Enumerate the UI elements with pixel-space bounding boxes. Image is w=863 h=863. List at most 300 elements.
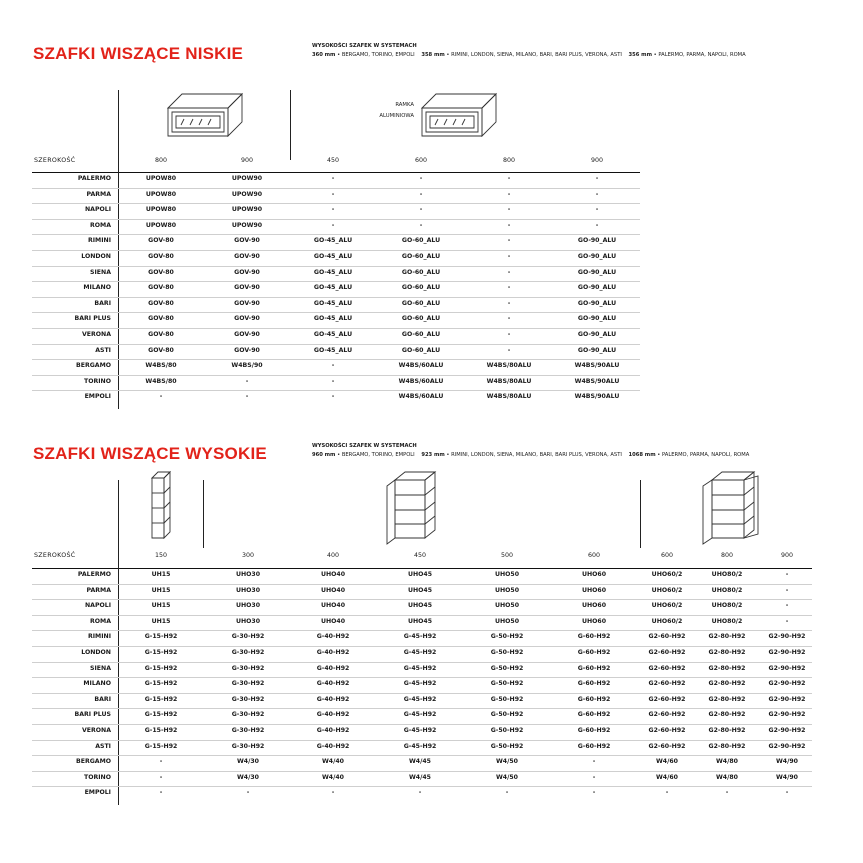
table-row-separator bbox=[32, 344, 640, 345]
table-cell: - bbox=[785, 571, 789, 578]
table-row-separator bbox=[32, 646, 812, 647]
table-cell: - bbox=[665, 789, 669, 797]
table-cell: GO-45_ALU bbox=[313, 315, 353, 323]
table-cell: GO-90_ALU bbox=[577, 346, 617, 354]
table-row-name: EMPOLI bbox=[84, 393, 111, 401]
table-cell: - bbox=[331, 789, 335, 797]
table-cell: GO-60_ALU bbox=[401, 268, 441, 276]
high-header-divider bbox=[118, 480, 119, 548]
tall-single-door-cabinet-icon bbox=[385, 470, 445, 546]
table-cell: G-45-H92 bbox=[403, 711, 437, 719]
table-cell: G-45-H92 bbox=[403, 742, 437, 750]
table-cell: G-30-H92 bbox=[231, 649, 265, 656]
high-width-header: 600 bbox=[660, 552, 674, 559]
table-cell: G-45-H92 bbox=[403, 680, 437, 688]
table-cell: G-30-H92 bbox=[231, 742, 265, 750]
table-cell: GO-60_ALU bbox=[401, 253, 441, 260]
table-cell: UH15 bbox=[151, 617, 171, 625]
table-cell: G-50-H92 bbox=[490, 664, 524, 672]
table-cell: UPOW90 bbox=[231, 206, 263, 214]
table-cell: G2-80-H92 bbox=[708, 664, 746, 672]
table-cell: W4BS/80ALU bbox=[486, 377, 532, 385]
table-cell: UHO60/2 bbox=[651, 571, 683, 578]
wall-cabinet-low-icon bbox=[166, 92, 246, 136]
table-cell: UH15 bbox=[151, 586, 171, 594]
table-cell: UHO40 bbox=[320, 617, 346, 625]
table-cell: G2-60-H92 bbox=[648, 680, 686, 688]
low-name-divider bbox=[118, 147, 119, 409]
high-header-divider bbox=[203, 480, 204, 548]
table-cell: G-60-H92 bbox=[577, 695, 611, 703]
table-cell: W4BS/80 bbox=[145, 377, 177, 385]
table-cell: - bbox=[159, 773, 163, 781]
table-row-name: PARMA bbox=[86, 190, 111, 198]
table-cell: GO-45_ALU bbox=[313, 268, 353, 276]
table-row-separator bbox=[32, 693, 812, 694]
table-cell: G-30-H92 bbox=[231, 664, 265, 672]
table-cell: G-50-H92 bbox=[490, 742, 524, 750]
high-width-label: SZEROKOŚĆ bbox=[34, 552, 76, 559]
table-cell: - bbox=[331, 190, 335, 198]
table-cell: G-45-H92 bbox=[403, 633, 437, 641]
table-cell: GOV-90 bbox=[234, 268, 260, 276]
high-height-1-systems: BERGAMO, TORINO, EMPOLI bbox=[341, 451, 415, 458]
low-height-1: 360 mm bbox=[312, 51, 336, 58]
low-width-label: SZEROKOŚĆ bbox=[34, 157, 76, 164]
table-cell: W4/45 bbox=[408, 758, 431, 766]
table-cell: UHO30 bbox=[235, 586, 261, 594]
table-cell: UHO45 bbox=[407, 602, 433, 610]
table-cell: UPOW90 bbox=[231, 175, 263, 182]
table-cell: G2-60-H92 bbox=[648, 695, 686, 703]
high-height-2: 923 mm bbox=[421, 451, 445, 458]
table-cell: UHO60 bbox=[581, 586, 607, 594]
table-cell: - bbox=[245, 377, 249, 385]
table-row-name: MILANO bbox=[83, 680, 111, 688]
table-cell: UHO80/2 bbox=[711, 602, 743, 610]
table-cell: UHO30 bbox=[235, 617, 261, 625]
table-cell: G2-90-H92 bbox=[768, 680, 806, 688]
table-row-separator bbox=[32, 771, 812, 772]
table-row-separator bbox=[32, 188, 640, 189]
table-cell: - bbox=[507, 190, 511, 198]
table-row-separator bbox=[32, 740, 812, 741]
table-cell: GOV-80 bbox=[148, 284, 174, 292]
table-row-separator bbox=[32, 203, 640, 204]
low-height-2-systems: RIMINI, LONDON, SIENA, MILANO, BARI, BARI PLUS, VERONA, ASTI bbox=[451, 51, 622, 58]
table-cell: W4BS/90ALU bbox=[574, 362, 620, 370]
table-row-separator bbox=[32, 281, 640, 282]
table-cell: UHO60/2 bbox=[651, 586, 683, 594]
table-cell: - bbox=[505, 789, 509, 797]
table-cell: G-15-H92 bbox=[144, 711, 178, 719]
table-cell: G-30-H92 bbox=[231, 695, 265, 703]
table-cell: - bbox=[419, 190, 423, 198]
low-section-title: SZAFKI WISZĄCE NISKIE bbox=[33, 44, 244, 63]
table-cell: G-45-H92 bbox=[403, 727, 437, 734]
table-cell: G-50-H92 bbox=[490, 680, 524, 688]
table-cell: UPOW80 bbox=[145, 190, 177, 198]
table-cell: GO-45_ALU bbox=[313, 331, 353, 338]
table-cell: G-15-H92 bbox=[144, 695, 178, 703]
table-cell: G-40-H92 bbox=[316, 664, 350, 672]
table-cell: - bbox=[419, 221, 423, 229]
table-cell: G-40-H92 bbox=[316, 633, 350, 641]
table-row-separator bbox=[32, 250, 640, 251]
table-cell: GOV-80 bbox=[148, 331, 174, 338]
table-cell: W4/40 bbox=[321, 773, 344, 781]
table-cell: - bbox=[331, 377, 335, 385]
table-cell: G-40-H92 bbox=[316, 680, 350, 688]
table-cell: G-30-H92 bbox=[231, 727, 265, 734]
table-row-name: PALERMO bbox=[77, 175, 111, 182]
table-cell: - bbox=[595, 175, 599, 182]
table-row-separator bbox=[32, 615, 812, 616]
table-cell: W4/80 bbox=[715, 773, 738, 781]
table-cell: UPOW80 bbox=[145, 175, 177, 182]
table-row-separator bbox=[32, 584, 812, 585]
table-cell: GO-60_ALU bbox=[401, 237, 441, 245]
table-row-separator bbox=[32, 328, 640, 329]
low-width-header: 900 bbox=[240, 157, 254, 164]
high-width-header: 300 bbox=[241, 552, 255, 559]
low-width-header: 450 bbox=[326, 157, 340, 164]
table-cell: G2-60-H92 bbox=[648, 664, 686, 672]
table-cell: UPOW90 bbox=[231, 190, 263, 198]
table-cell: W4/60 bbox=[655, 758, 678, 766]
table-cell: G2-90-H92 bbox=[768, 711, 806, 719]
table-cell: G2-60-H92 bbox=[648, 711, 686, 719]
table-cell: UHO40 bbox=[320, 571, 346, 578]
table-cell: GO-90_ALU bbox=[577, 237, 617, 245]
table-row-name: ASTI bbox=[95, 346, 111, 354]
table-cell: W4BS/60ALU bbox=[398, 377, 444, 385]
table-cell: GOV-80 bbox=[148, 346, 174, 354]
table-cell: - bbox=[592, 758, 596, 766]
table-cell: UHO60 bbox=[581, 602, 607, 610]
table-cell: W4BS/90ALU bbox=[574, 393, 620, 401]
table-cell: G-15-H92 bbox=[144, 680, 178, 688]
table-cell: UHO45 bbox=[407, 586, 433, 594]
wall-cabinet-aluminium-icon bbox=[420, 92, 500, 136]
table-row-separator bbox=[32, 677, 812, 678]
table-cell: G-50-H92 bbox=[490, 695, 524, 703]
table-cell: UHO45 bbox=[407, 617, 433, 625]
table-cell: - bbox=[507, 299, 511, 307]
table-row-name: BERGAMO bbox=[76, 758, 111, 766]
table-cell: GOV-80 bbox=[148, 237, 174, 245]
table-row-name: BARI PLUS bbox=[74, 711, 111, 719]
table-row-name: RIMINI bbox=[87, 633, 111, 641]
table-cell: - bbox=[331, 362, 335, 370]
table-cell: GO-45_ALU bbox=[313, 253, 353, 260]
high-name-divider bbox=[118, 542, 119, 805]
table-row-separator bbox=[32, 312, 640, 313]
table-cell: - bbox=[592, 773, 596, 781]
table-cell: G-60-H92 bbox=[577, 727, 611, 734]
table-cell: W4/80 bbox=[715, 758, 738, 766]
table-cell: G-60-H92 bbox=[577, 649, 611, 656]
table-cell: - bbox=[418, 789, 422, 797]
table-cell: GOV-90 bbox=[234, 253, 260, 260]
table-row-name: VERONA bbox=[81, 331, 111, 338]
table-cell: UHO50 bbox=[494, 617, 520, 625]
table-cell: UPOW80 bbox=[145, 221, 177, 229]
table-cell: G2-80-H92 bbox=[708, 711, 746, 719]
low-header-divider bbox=[290, 90, 291, 160]
table-row-separator bbox=[32, 724, 812, 725]
table-cell: - bbox=[595, 190, 599, 198]
table-row-separator bbox=[32, 786, 812, 787]
table-cell: G-45-H92 bbox=[403, 664, 437, 672]
table-cell: GO-45_ALU bbox=[313, 237, 353, 245]
high-width-header: 900 bbox=[780, 552, 794, 559]
table-cell: - bbox=[246, 789, 250, 797]
low-width-header: 800 bbox=[502, 157, 516, 164]
table-row-name: TORINO bbox=[84, 773, 111, 781]
table-cell: UHO60 bbox=[581, 571, 607, 578]
table-cell: G-60-H92 bbox=[577, 680, 611, 688]
table-cell: W4/30 bbox=[236, 773, 259, 781]
table-cell: G2-80-H92 bbox=[708, 742, 746, 750]
table-cell: GO-90_ALU bbox=[577, 299, 617, 307]
table-cell: GOV-90 bbox=[234, 346, 260, 354]
table-cell: G-60-H92 bbox=[577, 633, 611, 641]
table-cell: GOV-80 bbox=[148, 315, 174, 323]
table-cell: - bbox=[419, 175, 423, 182]
table-cell: GO-45_ALU bbox=[313, 346, 353, 354]
table-cell: - bbox=[507, 206, 511, 214]
high-width-header: 400 bbox=[326, 552, 340, 559]
table-cell: GO-90_ALU bbox=[577, 315, 617, 323]
table-cell: G2-60-H92 bbox=[648, 633, 686, 641]
table-cell: UHO60/2 bbox=[651, 602, 683, 610]
table-row-separator bbox=[32, 390, 640, 391]
high-heights-header: WYSOKOŚCI SZAFEK W SYSTEMACH bbox=[312, 443, 417, 449]
table-cell: - bbox=[507, 284, 511, 292]
table-cell: G-60-H92 bbox=[577, 664, 611, 672]
table-row-name: SIENA bbox=[90, 664, 111, 672]
table-cell: G-45-H92 bbox=[403, 649, 437, 656]
table-cell: G-15-H92 bbox=[144, 664, 178, 672]
high-heights-note: WYSOKOŚCI SZAFEK W SYSTEMACH 960 mm • BERGAMO, TORINO, EMPOLI 923 mm • RIMINI, LONDON, SIENA, MILANO, BARI, BARI PLUS, VERONA, ASTI 1068 mm • PALERMO, PARMA, NAPOLI, ROMA bbox=[312, 443, 750, 458]
table-row-name: ROMA bbox=[90, 221, 111, 229]
table-cell: - bbox=[507, 221, 511, 229]
table-cell: GO-60_ALU bbox=[401, 331, 441, 338]
table-cell: G2-80-H92 bbox=[708, 649, 746, 656]
table-cell: G2-80-H92 bbox=[708, 680, 746, 688]
table-cell: G2-60-H92 bbox=[648, 649, 686, 656]
high-height-2-systems: RIMINI, LONDON, SIENA, MILANO, BARI, BARI PLUS, VERONA, ASTI bbox=[451, 451, 622, 458]
table-cell: W4BS/80 bbox=[145, 362, 177, 370]
table-cell: W4/60 bbox=[655, 773, 678, 781]
table-cell: - bbox=[159, 393, 163, 401]
high-width-header: 800 bbox=[720, 552, 734, 559]
table-cell: G2-60-H92 bbox=[648, 742, 686, 750]
table-row-separator bbox=[32, 662, 812, 663]
table-cell: - bbox=[245, 393, 249, 401]
table-cell: G2-80-H92 bbox=[708, 727, 746, 734]
high-height-3-systems: PALERMO, PARMA, NAPOLI, ROMA bbox=[661, 451, 750, 458]
high-height-1: 960 mm bbox=[312, 451, 336, 458]
table-row-name: NAPOLI bbox=[84, 206, 111, 214]
high-width-header: 600 bbox=[587, 552, 601, 559]
low-width-header: 800 bbox=[154, 157, 168, 164]
table-cell: GO-45_ALU bbox=[313, 299, 353, 307]
table-cell: GOV-80 bbox=[148, 268, 174, 276]
table-cell: W4BS/90 bbox=[231, 362, 263, 370]
table-cell: G-15-H92 bbox=[144, 727, 178, 734]
table-cell: - bbox=[331, 206, 335, 214]
table-cell: - bbox=[331, 175, 335, 182]
table-cell: G2-90-H92 bbox=[768, 664, 806, 672]
table-row-separator bbox=[32, 266, 640, 267]
table-cell: GO-60_ALU bbox=[401, 346, 441, 354]
high-width-header: 500 bbox=[500, 552, 514, 559]
table-row-separator bbox=[32, 219, 640, 220]
table-row-name: LONDON bbox=[81, 649, 111, 656]
table-cell: G-30-H92 bbox=[231, 680, 265, 688]
table-cell: GOV-90 bbox=[234, 299, 260, 307]
table-cell: G-50-H92 bbox=[490, 633, 524, 641]
table-cell: G2-90-H92 bbox=[768, 649, 806, 656]
table-cell: W4/90 bbox=[775, 758, 798, 766]
table-cell: GOV-80 bbox=[148, 253, 174, 260]
table-cell: G2-90-H92 bbox=[768, 633, 806, 641]
low-height-3: 356 mm bbox=[628, 51, 652, 58]
table-row-separator bbox=[32, 708, 812, 709]
table-cell: - bbox=[159, 758, 163, 766]
table-cell: G2-80-H92 bbox=[708, 633, 746, 641]
table-cell: GOV-80 bbox=[148, 299, 174, 307]
table-cell: G-15-H92 bbox=[144, 742, 178, 750]
low-width-header: 600 bbox=[414, 157, 428, 164]
table-row-name: ROMA bbox=[90, 617, 111, 625]
table-row-name: BERGAMO bbox=[76, 362, 111, 370]
table-cell: - bbox=[595, 206, 599, 214]
table-cell: - bbox=[507, 331, 511, 338]
table-cell: G-45-H92 bbox=[403, 695, 437, 703]
table-cell: W4BS/60ALU bbox=[398, 362, 444, 370]
table-cell: - bbox=[785, 586, 789, 594]
table-cell: UHO45 bbox=[407, 571, 433, 578]
high-header-divider bbox=[640, 480, 641, 548]
table-cell: G2-90-H92 bbox=[768, 727, 806, 734]
table-row-name: EMPOLI bbox=[84, 789, 111, 797]
low-width-header: 900 bbox=[590, 157, 604, 164]
table-cell: - bbox=[159, 789, 163, 797]
table-cell: G-40-H92 bbox=[316, 649, 350, 656]
table-cell: - bbox=[507, 315, 511, 323]
table-cell: - bbox=[507, 253, 511, 260]
table-cell: G2-80-H92 bbox=[708, 695, 746, 703]
table-cell: G-50-H92 bbox=[490, 727, 524, 734]
table-row-separator bbox=[32, 755, 812, 756]
table-cell: GOV-90 bbox=[234, 331, 260, 338]
low-height-3-systems: PALERMO, PARMA, NAPOLI, ROMA bbox=[658, 51, 746, 58]
table-row-name: BARI bbox=[94, 695, 111, 703]
table-cell: UPOW90 bbox=[231, 221, 263, 229]
table-cell: GO-90_ALU bbox=[577, 331, 617, 338]
table-cell: W4/90 bbox=[775, 773, 798, 781]
table-cell: G-60-H92 bbox=[577, 742, 611, 750]
table-cell: G-50-H92 bbox=[490, 649, 524, 656]
table-cell: W4/45 bbox=[408, 773, 431, 781]
table-cell: - bbox=[785, 617, 789, 625]
table-row-name: PARMA bbox=[86, 586, 111, 594]
table-cell: - bbox=[507, 175, 511, 182]
low-height-2: 358 mm bbox=[421, 51, 445, 58]
table-cell: - bbox=[785, 602, 789, 610]
high-header-rule bbox=[32, 568, 812, 569]
table-row-name: BARI bbox=[94, 299, 111, 307]
table-cell: UPOW80 bbox=[145, 206, 177, 214]
table-cell: UHO50 bbox=[494, 586, 520, 594]
table-cell: G2-90-H92 bbox=[768, 742, 806, 750]
table-cell: GOV-90 bbox=[234, 237, 260, 245]
table-cell: G-40-H92 bbox=[316, 727, 350, 734]
high-width-header: 150 bbox=[154, 552, 168, 559]
table-cell: W4BS/80ALU bbox=[486, 393, 532, 401]
table-cell: UHO30 bbox=[235, 571, 261, 578]
table-cell: UHO40 bbox=[320, 586, 346, 594]
high-section-title: SZAFKI WISZĄCE WYSOKIE bbox=[33, 444, 267, 463]
table-cell: GO-60_ALU bbox=[401, 284, 441, 292]
table-cell: G-40-H92 bbox=[316, 695, 350, 703]
table-row-separator bbox=[32, 375, 640, 376]
table-cell: G-15-H92 bbox=[144, 649, 178, 656]
high-height-3: 1068 mm bbox=[628, 451, 656, 458]
table-cell: G-60-H92 bbox=[577, 711, 611, 719]
table-cell: UHO60 bbox=[581, 617, 607, 625]
table-cell: UHO80/2 bbox=[711, 617, 743, 625]
table-cell: UHO30 bbox=[235, 602, 261, 610]
tall-narrow-cabinet-icon bbox=[150, 470, 172, 540]
table-row-name: ASTI bbox=[95, 742, 111, 750]
table-cell: G-40-H92 bbox=[316, 711, 350, 719]
table-cell: UH15 bbox=[151, 571, 171, 578]
table-cell: - bbox=[592, 789, 596, 797]
table-cell: GOV-90 bbox=[234, 315, 260, 323]
table-cell: UHO50 bbox=[494, 571, 520, 578]
low-header-rule bbox=[32, 172, 640, 173]
table-cell: - bbox=[507, 237, 511, 245]
table-cell: W4/50 bbox=[495, 758, 518, 766]
table-cell: - bbox=[419, 206, 423, 214]
table-cell: GO-60_ALU bbox=[401, 315, 441, 323]
table-cell: W4/40 bbox=[321, 758, 344, 766]
table-row-separator bbox=[32, 297, 640, 298]
table-cell: GO-60_ALU bbox=[401, 299, 441, 307]
table-cell: - bbox=[507, 268, 511, 276]
table-row-name: RIMINI bbox=[87, 237, 111, 245]
table-cell: UH15 bbox=[151, 602, 171, 610]
low-height-1-systems: BERGAMO, TORINO, EMPOLI bbox=[341, 51, 415, 58]
table-cell: UHO50 bbox=[494, 602, 520, 610]
table-row-separator bbox=[32, 359, 640, 360]
table-cell: W4/30 bbox=[236, 758, 259, 766]
tall-double-door-cabinet-icon bbox=[700, 470, 764, 546]
table-cell: UHO40 bbox=[320, 602, 346, 610]
table-row-name: TORINO bbox=[84, 377, 111, 385]
table-cell: W4BS/60ALU bbox=[398, 393, 444, 401]
table-cell: - bbox=[785, 789, 789, 797]
table-row-name: MILANO bbox=[83, 284, 111, 292]
table-row-name: LONDON bbox=[81, 253, 111, 260]
table-cell: G-15-H92 bbox=[144, 633, 178, 641]
table-cell: GO-90_ALU bbox=[577, 284, 617, 292]
table-row-separator bbox=[32, 630, 812, 631]
